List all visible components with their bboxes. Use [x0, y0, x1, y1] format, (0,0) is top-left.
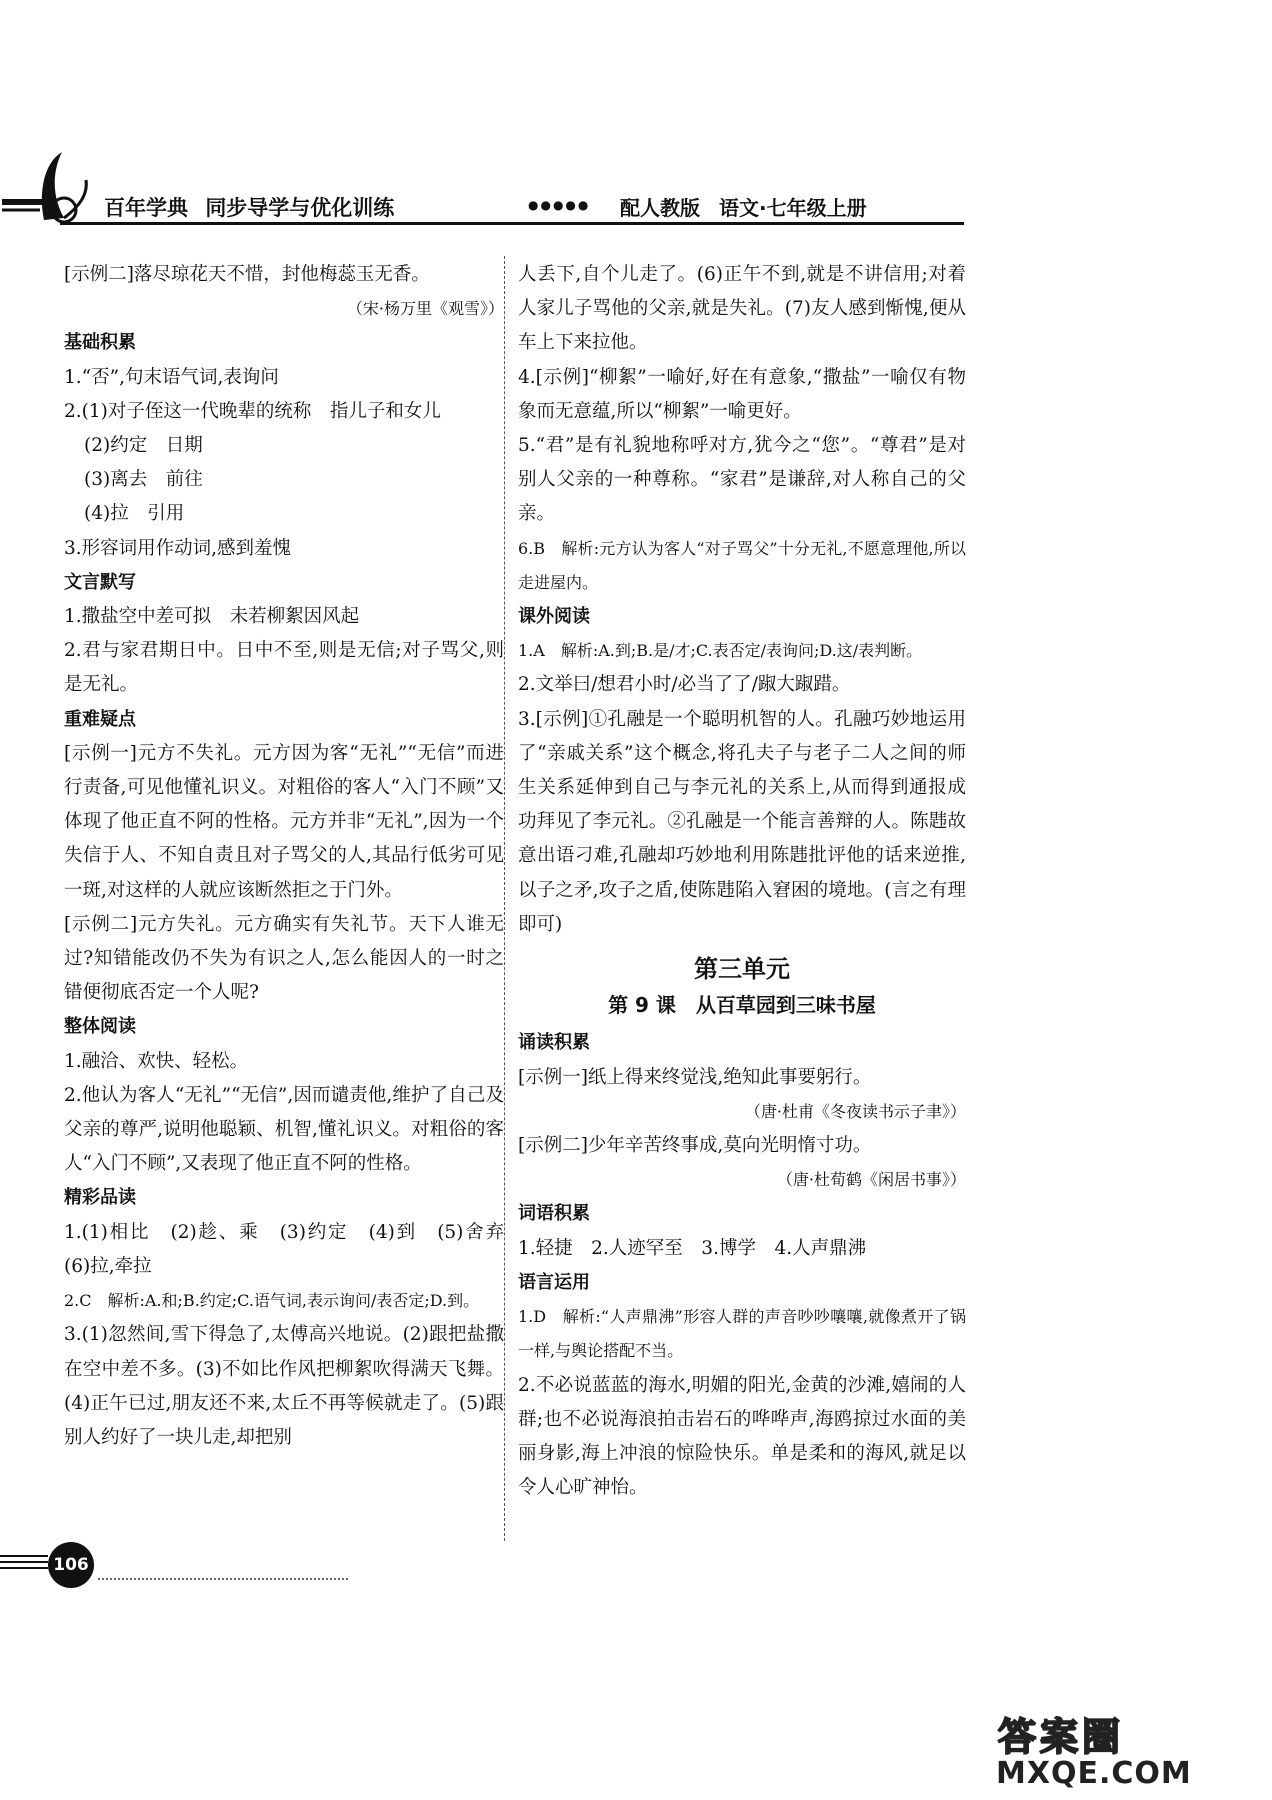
answer-line: 3.形容词用作动词,感到羞愧	[64, 537, 292, 559]
edition-label: 配人教版	[620, 196, 700, 220]
lesson-title: 第 9 课 从百草园到三味书屋	[608, 993, 876, 1018]
answer-line: [示例二]元方失礼。元方确实有失礼节。天下人谁无过?知错能改仍不失为有识之人,怎么能因人的一时之错便彻底否定一个人呢?	[64, 913, 504, 1004]
answer-line: 1.“否”,句末语气词,表询问	[64, 366, 279, 388]
header-title	[104, 192, 404, 222]
analysis-line: 6.B 解析:元方认为客人“对子骂父”十分无礼,不愿意理他,所以走进屋内。	[518, 538, 966, 592]
answer-line: 2.(1)对子侄这一代晚辈的统称 指儿子和女儿	[64, 400, 441, 422]
answer-line: 1.融洽、欢快、轻松。	[64, 1050, 249, 1072]
source-citation: （唐·杜荀鹤《闲居书事》）	[776, 1170, 966, 1190]
section-heading: 语言运用	[518, 1271, 590, 1293]
series-name: 同步导学与优化训练	[205, 196, 395, 220]
section-heading: 词语积累	[518, 1203, 590, 1225]
answer-line: 1.撒盐空中差可拟 未若柳絮因风起	[64, 606, 360, 628]
unit-title: 第三单元	[694, 955, 790, 984]
analysis-line: 1.A 解析:A.到;B.是/才;C.表否定/表询问;D.这/表判断。	[518, 641, 923, 661]
watermark-site: MXQE.COM	[996, 1756, 1192, 1791]
source-citation: （宋·杨万里《观雪》）	[346, 299, 504, 319]
brand-swoosh-icon	[0, 150, 110, 225]
right-column	[518, 258, 966, 1505]
answer-line: 3.(1)忽然间,雪下得急了,太傅高兴地说。(2)跟把盐撒在空中差不多。(3)不如比作风把柳絮吹得满天飞舞。(4)正午已过,朋友还不来,太丘不再等候就走了。(5)跟别人约好了一块儿走,却把别	[64, 1324, 504, 1448]
footer-lines-icon	[0, 1548, 50, 1578]
page-number: 106	[48, 1542, 94, 1588]
answer-line: 2.君与家君期日中。日中不至,则是无信;对子骂父,则是无礼。	[64, 640, 504, 696]
answer-line: 1.轻捷 2.人迹罕至 3.博学 4.人声鼎沸	[518, 1237, 867, 1259]
page-header	[0, 150, 970, 220]
header-edition	[620, 192, 879, 221]
analysis-line: 2.C 解析:A.和;B.约定;C.语气词,表示询问/表否定;D.到。	[64, 1291, 480, 1311]
column-divider	[504, 256, 505, 1541]
sub-answer-line: (4)拉 引用	[84, 503, 185, 525]
answer-line: 2.不必说蓝蓝的海水,明媚的阳光,金黄的沙滩,嬉闹的人群;也不必说海浪拍击岩石的哗哗声,海鸥掠过水面的美丽身影,海上冲浪的惊险快乐。单是柔和的海风,就足以令人心旷神怡。	[518, 1374, 966, 1499]
answer-line: 4.[示例]“柳絮”一喻好,好在有意象,“撒盐”一喻仅有物象而无意蕴,所以“柳絮”一喻更好。	[518, 366, 966, 422]
answer-line: [示例一]纸上得来终觉浅,绝知此事要躬行。	[518, 1066, 872, 1088]
sub-answer-line: (2)约定 日期	[84, 435, 203, 457]
section-heading: 基础积累	[64, 332, 136, 354]
footer-dash	[98, 1578, 348, 1580]
watermark-brand: 答案圈	[998, 1715, 1125, 1759]
section-heading: 诵读积累	[518, 1032, 590, 1054]
header-rule	[60, 222, 964, 225]
brand-name: 百年学典	[104, 196, 188, 220]
header-dots: ●●●●●	[528, 198, 591, 212]
answer-line: [示例二]少年辛苦终事成,莫向光明惰寸功。	[518, 1135, 872, 1157]
left-column	[64, 258, 523, 1455]
answer-line: 3.[示例]①孔融是一个聪明机智的人。孔融巧妙地运用了“亲戚关系”这个概念,将孔夫子与老子二人之间的师生关系延伸到自己与李元礼的关系上,从而得到通报成功拜见了李元礼。②孔融是一个能言善辩的人。陈韪故意出语刁难,孔融却巧妙地利用陈韪批评他的话来逆推,以子之矛,攻子之盾,使陈韪陷入窘困的境地。(言之有理即可)	[518, 708, 966, 935]
answer-line: 2.文举曰/想君小时/必当了了/踧大踧踖。	[518, 674, 851, 696]
answer-line: 2.他认为客人“无礼”“无信”,因而谴责他,维护了自己及父亲的尊严,说明他聪颖、机智,懂礼识义。对粗俗的客人“入门不顾”,又表现了他正直不阿的性格。	[64, 1084, 504, 1175]
page-footer	[0, 1540, 360, 1590]
sub-answer-line: (3)离去 前往	[84, 469, 203, 491]
section-heading: 文言默写	[64, 571, 136, 593]
answer-line: 1.(1)相比 (2)趁、乘 (3)约定 (4)到 (5)舍弃 (6)拉,牵拉	[64, 1221, 523, 1277]
answer-line: 5.“君”是有礼貌地称呼对方,犹今之“您”。“尊君”是对别人父亲的一种尊称。“家君”是谦辞,对人称自己的父亲。	[518, 435, 966, 525]
answer-line: [示例二]落尽琼花天不惜，封他梅蕊玉无香。	[64, 264, 430, 285]
section-heading: 课外阅读	[518, 606, 590, 628]
section-heading: 精彩品读	[64, 1187, 136, 1209]
answer-line: [示例一]元方不失礼。元方因为客“无礼”“无信”而进行责备,可见他懂礼识义。对粗俗的客人“入门不顾”又体现了他正直不阿的性格。元方并非“无礼”,因为一个失信于人、不知自责且对子骂父的人,其品行低劣可见一斑,对这样的人就应该断然拒之于门外。	[64, 742, 504, 901]
watermark	[990, 1706, 1260, 1796]
section-heading: 重难疑点	[64, 708, 136, 730]
section-heading: 整体阅读	[64, 1016, 136, 1038]
subject-label: 语文·七年级上册	[718, 196, 867, 220]
analysis-line: 1.D 解析:“人声鼎沸”形容人群的声音吵吵嚷嚷,就像煮开了锅一样,与舆论搭配不当。	[518, 1307, 966, 1361]
answer-line: 人丢下,自个儿走了。(6)正午不到,就是不讲信用;对着人家儿子骂他的父亲,就是失礼。(7)友人感到惭愧,便从车上下来拉他。	[518, 264, 966, 354]
source-citation: （唐·杜甫《冬夜读书示子聿》）	[744, 1101, 966, 1121]
